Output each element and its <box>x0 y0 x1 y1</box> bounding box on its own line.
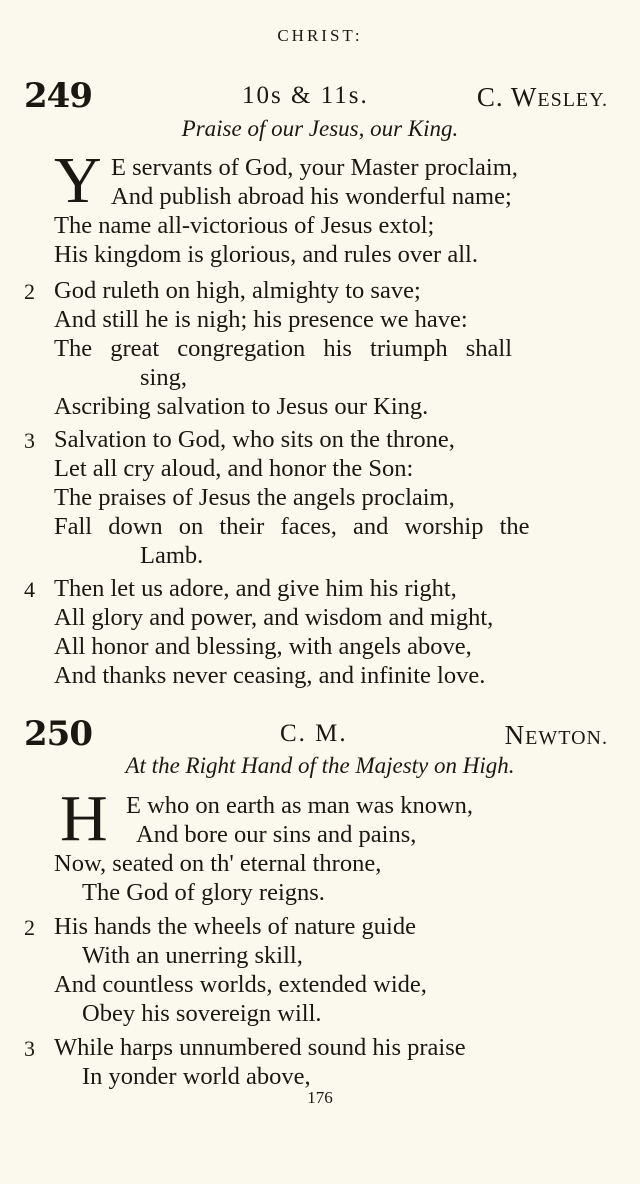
verse-line: The name all-victorious of Jesus extol; <box>54 212 435 239</box>
verse-line: E servants of God, your Master proclaim, <box>111 154 518 181</box>
verse-line: Fall down on their faces, and worship the <box>54 513 530 540</box>
verse-line: His hands the wheels of nature guide <box>54 913 416 940</box>
verse-line: And publish abroad his wonderful name; <box>111 183 512 210</box>
page-number: 176 <box>307 1088 333 1107</box>
verse-line: All glory and power, and wisdom and might, <box>54 604 494 631</box>
verse-line: The God of glory reigns. <box>82 879 325 906</box>
stanza-number: 2 <box>24 915 35 940</box>
verse-line: All honor and blessing, with angels above, <box>54 633 472 660</box>
verse-line <box>54 335 606 363</box>
verse-line: Salvation to God, who sits on the throne, <box>54 426 455 453</box>
verse-line: And thanks never ceasing, and infinite love. <box>54 662 486 689</box>
running-head: CHRIST: <box>277 26 363 45</box>
author-rest: ESLEY. <box>537 89 608 111</box>
drop-cap: H <box>60 782 108 855</box>
verse-line: His kingdom is glorious, and rules over all. <box>54 241 478 268</box>
stanza-number: 3 <box>24 1036 35 1061</box>
author-initial: N <box>504 720 526 750</box>
verse-line: The praises of Jesus the angels proclaim, <box>54 484 455 511</box>
hymn-number: 250 <box>24 714 92 754</box>
verse-line: And countless worlds, extended wide, <box>54 971 427 998</box>
author-rest: EWTON. <box>525 727 608 749</box>
verse-line: Obey his sovereign will. <box>82 1000 322 1027</box>
verse-line: sing, <box>140 364 187 391</box>
hymn-number: 249 <box>24 76 92 116</box>
hymn-author <box>477 82 608 113</box>
verse-line: In yonder world above, <box>82 1063 311 1090</box>
hymn-250-header <box>24 714 608 754</box>
verse-line: With an unerring skill, <box>82 942 303 969</box>
verse-line: Let all cry aloud, and honor the Son: <box>54 455 414 482</box>
verse-line: And still he is nigh; his presence we have: <box>54 306 468 333</box>
verse-line: Then let us adore, and give him his right, <box>54 575 457 602</box>
stanza-number: 3 <box>24 428 35 453</box>
hymn-meter: 10s & 11s. <box>242 82 369 109</box>
verse-line-text: The great congregation his triumph shall <box>54 335 513 362</box>
author-initial: C. W <box>476 82 538 112</box>
verse-line: Now, seated on th' eternal throne, <box>54 850 382 877</box>
hymn-meter: C. M. <box>280 720 348 747</box>
verse-line: Lamb. <box>140 542 204 569</box>
stanza-number: 4 <box>24 577 35 602</box>
drop-cap: Y <box>54 144 102 217</box>
stanza-number: 2 <box>24 279 35 304</box>
verse-line: And bore our sins and pains, <box>136 821 417 848</box>
hymn-249-header <box>24 76 608 116</box>
hymn-249-title: Praise of our Jesus, our King. <box>181 116 459 141</box>
verse-line: E who on earth as man was known, <box>126 792 474 819</box>
hymn-250-title: At the Right Hand of the Majesty on High. <box>125 753 515 778</box>
hymn-author <box>505 720 608 751</box>
verse-line: God ruleth on high, almighty to save; <box>54 277 421 304</box>
verse-line: While harps unnumbered sound his praise <box>54 1034 466 1061</box>
verse-line: Ascribing salvation to Jesus our King. <box>54 393 429 420</box>
